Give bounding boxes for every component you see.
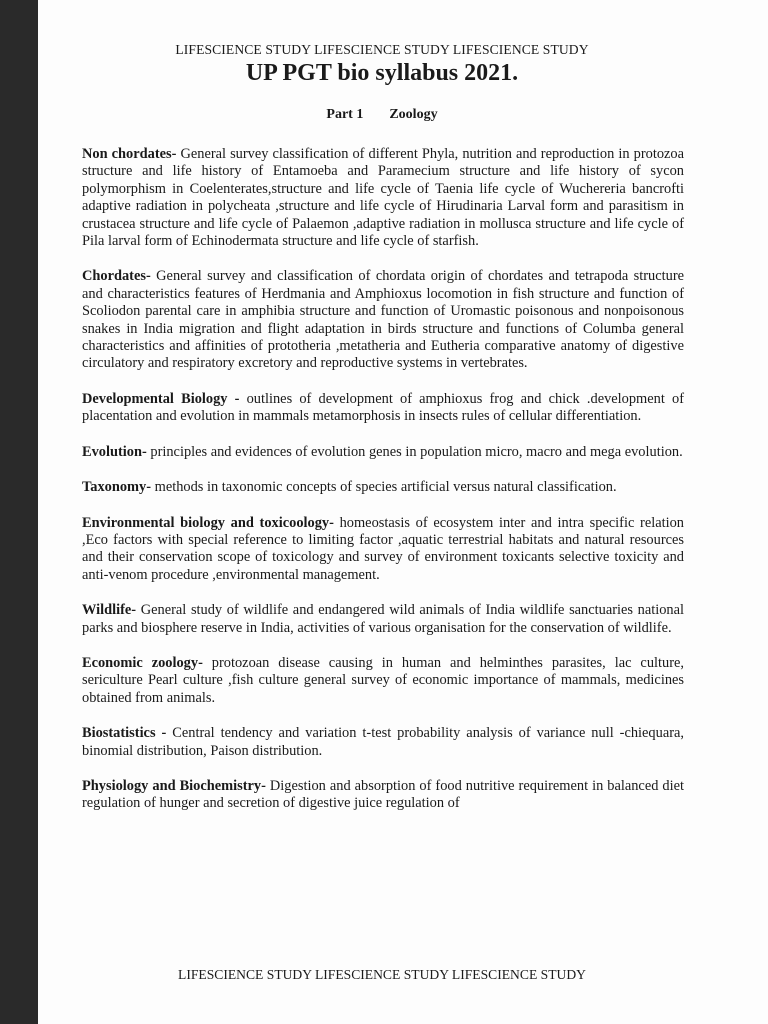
section-title: Chordates-: [82, 268, 151, 285]
section-title: Non chordates-: [82, 146, 177, 162]
section-title: Physiology and Biochemistry-: [82, 777, 266, 794]
section-body: homeostasis of ecosystem inter and intra specific relation ,Eco factors with special reference to limiting factor ,aquatic terrestrial habitats and natural resources and their conservation scope of toxicology and survey of environment toxicants selective toxicity and anti-venom procedure ,environmental management.: [82, 514, 684, 583]
section-non-chordates: [82, 146, 684, 250]
page-title: UP PGT bio syllabus 2021.: [245, 60, 519, 86]
section-taxonomy: [82, 479, 684, 496]
section-title: Environmental biology and toxicoology-: [82, 514, 334, 531]
section-body: General survey classification of different Phyla, nutrition and reproduction in protozoa structure and life history of Entamoeba and Paramecium structure and life history of sycon polymorphism in Coelenterates,structure and life cycle of Taenia life cycle of Wuchereria bancrofti adaptive radiation in polycheata ,structure and life cycle of Hirudinaria Larval form and parasitism in crustacea structure and life cycle of Palaemon ,adaptive radiation in mollusca structure and life cycle of Pila larval form of Echinodermata structure and life cycle of starfish.: [82, 146, 684, 250]
scan-edge-bar: [0, 0, 38, 1024]
section-environmental-biology: [82, 515, 684, 585]
section-title: Developmental Biology -: [82, 390, 240, 407]
section-body: protozoan disease causing in human and helminthes parasites, lac culture, sericulture Pearl culture ,fish culture general survey of economic importance of mammals, medicines obtained from animals.: [82, 654, 684, 706]
section-body: principles and evidences of evolution genes in population micro, macro and mega evolution.: [146, 443, 683, 460]
syllabus-content: [82, 146, 684, 831]
section-body: outlines of development of amphioxus frog and chick .development of placentation and evolution in mammals metamorphosis in insects rules of cellular differentiation.: [82, 390, 684, 425]
section-title: Taxonomy-: [82, 479, 152, 496]
section-body: General survey and classification of chordata origin of chordates and tetrapoda structure and characteristics features of Herdmania and Amphioxus locomotion in fish structure and function of Scoliodon parental care in amphibia structure and function of Uromastic poisonous and nonpoisonous snakes in India migration and flight adaptation in birds structure and functions of Columba general characteristics and affinities of prototheria ,metatheria and Eutheria comparative anatomy of digestive circulatory and respiratory excretory and reproductive systems in vertebrates.: [82, 268, 684, 372]
part-subject: Zoology: [389, 107, 438, 122]
section-physiology-biochemistry: [82, 778, 684, 813]
section-body: General study of wildlife and endangered wild animals of India wildlife sanctuaries national parks and biosphere reserve in India, activities of various organisation for the conservation of wildlife.: [82, 602, 684, 636]
section-title: Evolution-: [82, 443, 147, 460]
section-evolution: [82, 444, 684, 461]
section-biostatistics: [82, 725, 684, 760]
section-title: Wildlife-: [82, 602, 137, 619]
part-label: Part 1: [326, 107, 364, 122]
section-wildlife: [82, 602, 684, 637]
section-title: Biostatistics -: [82, 725, 167, 742]
section-body: Digestion and absorption of food nutritive requirement in balanced diet regulation of hunger and secretion of digestive juice regulation of: [82, 777, 684, 812]
footer-banner: LIFESCIENCE STUDY LIFESCIENCE STUDY LIFESCIENCE STUDY: [178, 967, 586, 982]
section-body: Central tendency and variation t-test probability analysis of variance null -chiequara, binomial distribution, Paison distribution.: [82, 725, 684, 759]
part-heading: [80, 107, 684, 123]
section-chordates: [82, 268, 684, 372]
section-economic-zoology: [82, 655, 684, 707]
header-banner: LIFESCIENCE STUDY LIFESCIENCE STUDY LIFESCIENCE STUDY: [175, 42, 589, 57]
section-body: methods in taxonomic concepts of species artificial versus natural classification.: [151, 479, 617, 496]
section-title: Economic zoology-: [82, 654, 203, 671]
section-developmental-biology: [82, 391, 684, 426]
